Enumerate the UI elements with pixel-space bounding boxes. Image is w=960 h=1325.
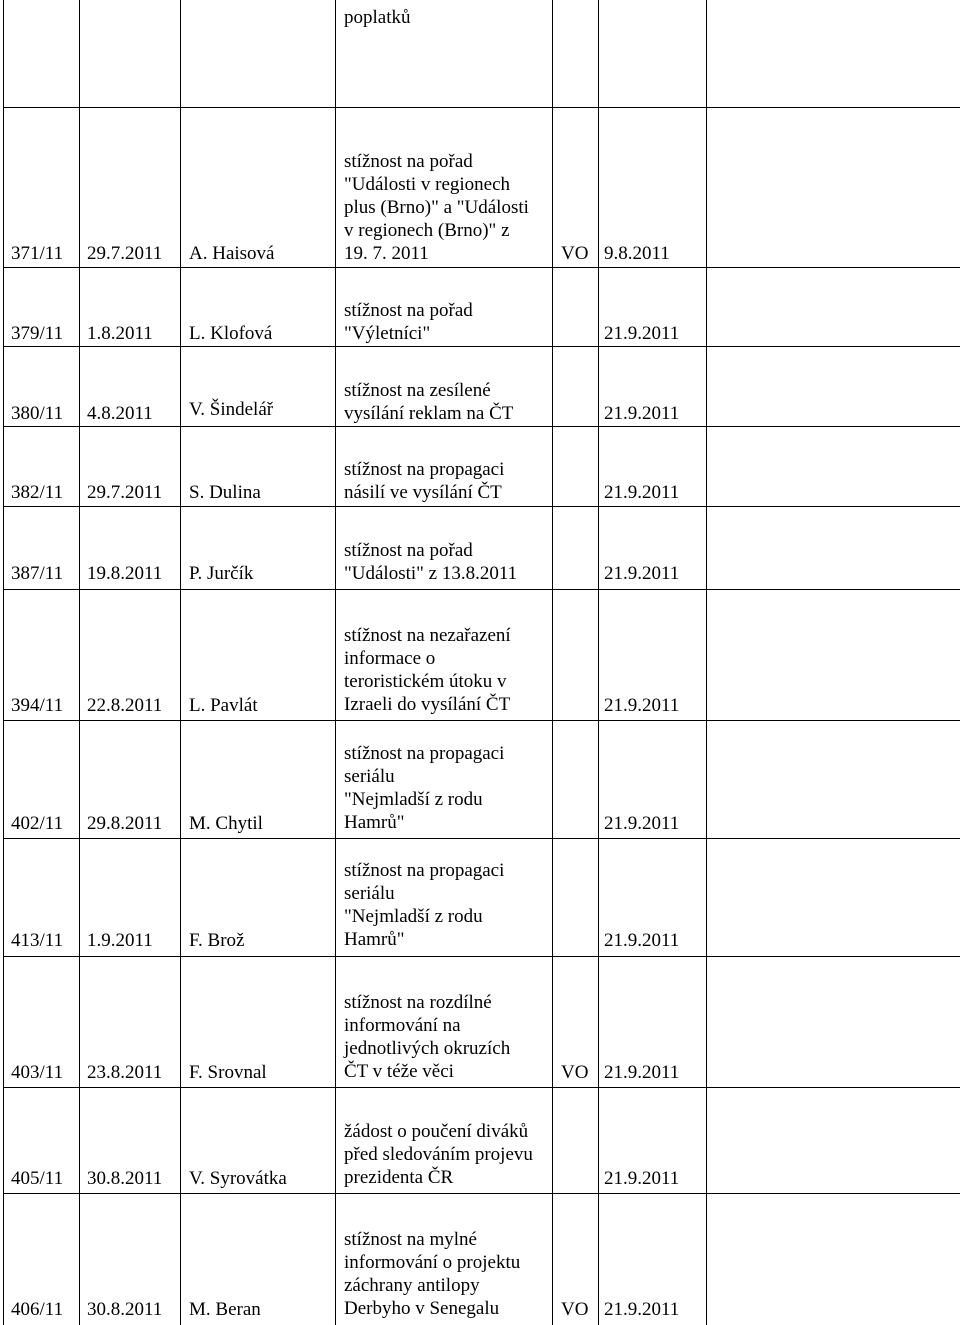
row-number: 405/11 [11, 1168, 64, 1189]
column-divider [552, 0, 553, 1325]
row-description: stížnost na nezařazení informace o teroristickém útoku v Izraeli do vysílání ČT [344, 625, 511, 715]
row-resolved-date: 21.9.2011 [604, 403, 680, 424]
row-date: 19.8.2011 [87, 563, 163, 584]
row-name: F. Srovnal [189, 1062, 267, 1083]
row-date: 29.7.2011 [87, 482, 163, 503]
row-number: 380/11 [11, 403, 64, 424]
row-resolved-date: 21.9.2011 [604, 1168, 680, 1189]
row-divider [3, 346, 960, 347]
row-description: stížnost na pořad "Události v regionech plus (Brno)" a "Události v regionech (Brno)" z 19. 7. 2011 [344, 151, 529, 264]
row-number: 413/11 [11, 930, 64, 951]
row-date: 30.8.2011 [87, 1168, 163, 1189]
row-name: V. Syrovátka [189, 1168, 287, 1189]
column-divider [335, 0, 336, 1325]
row-divider [3, 838, 960, 839]
row-resolved-date: 21.9.2011 [604, 1299, 680, 1320]
row-resolved-date: 21.9.2011 [604, 563, 680, 584]
row-description: stížnost na pořad "Výletníci" [344, 300, 473, 344]
continued-text: poplatků [344, 7, 411, 28]
row-number: 403/11 [11, 1062, 64, 1083]
row-description: stížnost na zesílené vysílání reklam na ČT [344, 380, 514, 424]
row-date: 22.8.2011 [87, 695, 163, 716]
row-name: V. Šindelář [189, 399, 274, 420]
row-name: S. Dulina [189, 482, 261, 503]
row-divider [3, 506, 960, 507]
row-flag: VO [561, 1062, 589, 1083]
row-flag: VO [561, 243, 589, 264]
row-number: 402/11 [11, 813, 64, 834]
row-number: 406/11 [11, 1299, 64, 1320]
row-flag: VO [561, 1299, 589, 1320]
row-divider [3, 956, 960, 957]
row-description: stížnost na rozdílné informování na jednotlivých okruzích ČT v téže věci [344, 992, 511, 1082]
row-divider [3, 1087, 960, 1088]
row-name: L. Pavlát [189, 695, 258, 716]
row-date: 1.8.2011 [87, 323, 153, 344]
row-divider [3, 267, 960, 268]
row-resolved-date: 9.8.2011 [604, 243, 670, 264]
row-date: 29.8.2011 [87, 813, 163, 834]
row-divider [3, 720, 960, 721]
row-resolved-date: 21.9.2011 [604, 695, 680, 716]
row-divider [3, 589, 960, 590]
row-date: 23.8.2011 [87, 1062, 163, 1083]
row-resolved-date: 21.9.2011 [604, 323, 680, 344]
row-description: stížnost na propagaci násilí ve vysílání ČT [344, 459, 505, 503]
row-description: žádost o poučení diváků před sledováním projevu prezidenta ČR [344, 1121, 533, 1188]
column-divider [706, 0, 707, 1325]
row-name: L. Klofová [189, 323, 273, 344]
row-number: 382/11 [11, 482, 64, 503]
row-divider [3, 1193, 960, 1194]
row-date: 30.8.2011 [87, 1299, 163, 1320]
row-date: 1.9.2011 [87, 930, 153, 951]
row-description: stížnost na propagaci seriálu "Nejmladší z rodu Hamrů" [344, 743, 505, 833]
row-name: M. Chytil [189, 813, 263, 834]
column-divider [79, 0, 80, 1325]
row-number: 394/11 [11, 695, 64, 716]
row-number: 371/11 [11, 243, 64, 264]
row-description: stížnost na pořad "Události" z 13.8.2011 [344, 540, 518, 584]
row-number: 387/11 [11, 563, 64, 584]
row-divider [3, 426, 960, 427]
row-name: M. Beran [189, 1299, 261, 1320]
row-name: P. Jurčík [189, 563, 254, 584]
row-resolved-date: 21.9.2011 [604, 930, 680, 951]
row-description: stížnost na propagaci seriálu "Nejmladší z rodu Hamrů" [344, 860, 505, 950]
row-name: F. Brož [189, 930, 245, 951]
column-divider [598, 0, 599, 1325]
row-date: 29.7.2011 [87, 243, 163, 264]
row-name: A. Haisová [189, 243, 275, 264]
row-resolved-date: 21.9.2011 [604, 482, 680, 503]
row-divider [3, 107, 960, 108]
row-description: stížnost na mylné informování o projektu záchrany antilopy Derbyho v Senegalu [344, 1229, 521, 1319]
row-number: 379/11 [11, 323, 64, 344]
column-divider [180, 0, 181, 1325]
row-date: 4.8.2011 [87, 403, 153, 424]
row-resolved-date: 21.9.2011 [604, 813, 680, 834]
table-border-left [3, 0, 4, 1325]
row-resolved-date: 21.9.2011 [604, 1062, 680, 1083]
